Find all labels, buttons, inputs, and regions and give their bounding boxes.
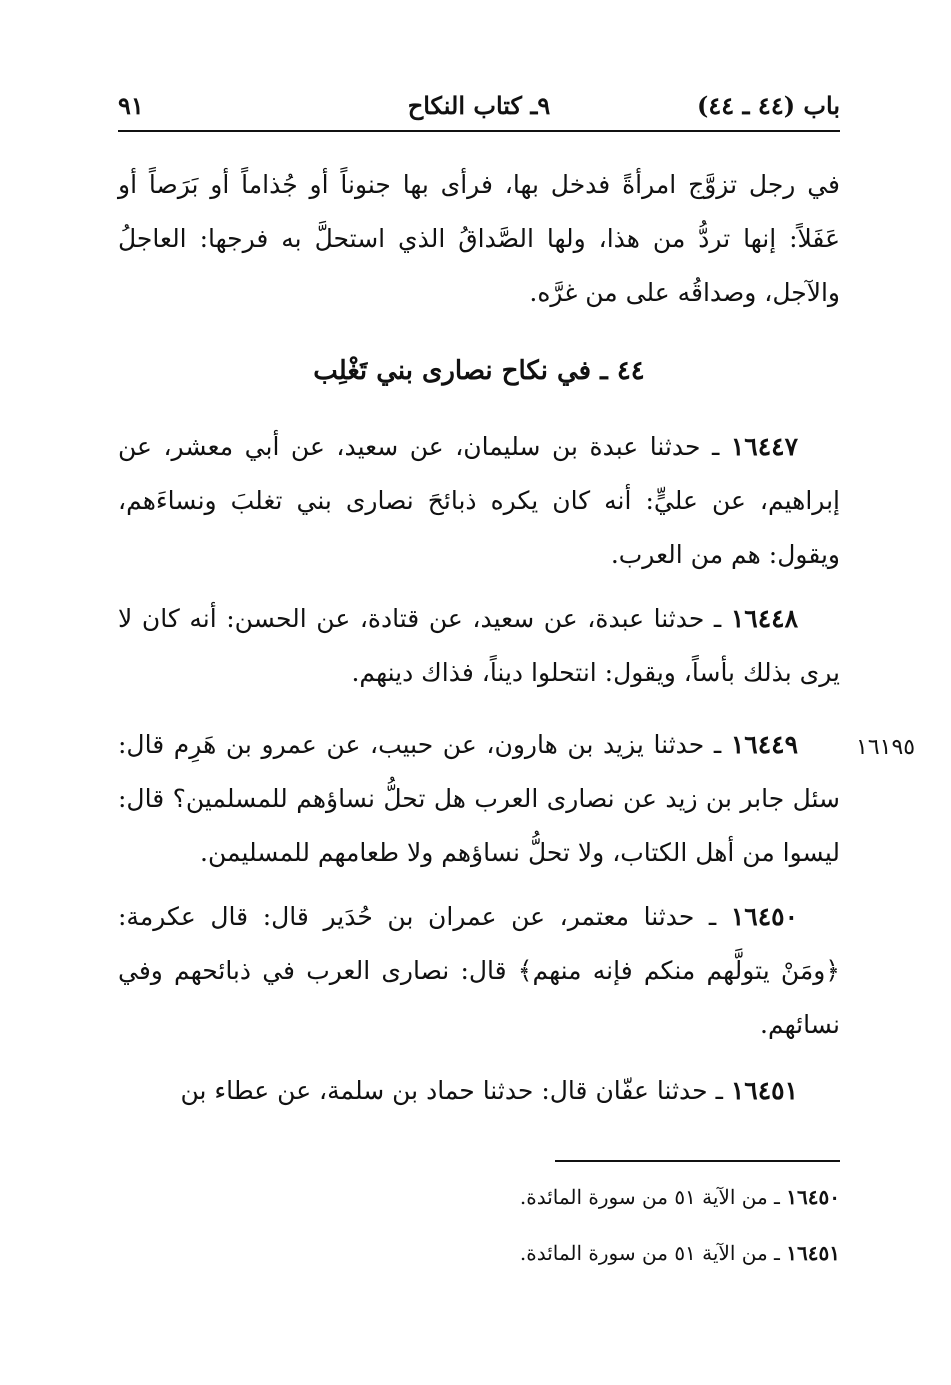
section-title: ٤٤ ـ في نكاح نصارى بني تَغْلِب bbox=[313, 356, 645, 386]
hadith-number: ١٦٤٤٩ bbox=[730, 730, 798, 759]
hadith-text: ـ حدثنا عبدة بن سليمان، عن سعيد، عن أبي معشر، عن إبراهيم، عن عليٍّ: أنه كان يكره ذبائحَ نصارى بني تغلبَ ونساءَهم، ويقول: هم من العرب. bbox=[118, 432, 840, 569]
intro-paragraph: في رجل تزوَّج امرأةً فدخل بها، فرأى بها جنوناً أو جُذاماً أو بَرَصاً أو عَفَلاً: إنها تردُّ من هذا، ولها الصَّداقُ الذي استحلَّ به فرجها: العاجلُ والآجل، وصداقُه على من غرَّه. bbox=[118, 170, 840, 307]
hadith-paragraph bbox=[118, 718, 840, 880]
footnote-rule bbox=[555, 1160, 840, 1162]
hadith-text: ـ حدثنا عبدة، عن سعيد، عن قتادة، عن الحسن: أنه كان لا يرى بذلك بأساً، ويقول: انتحلوا ديناً، فذاك دينهم. bbox=[118, 604, 840, 687]
footnote bbox=[118, 1180, 840, 1214]
hadith-paragraph bbox=[118, 420, 840, 582]
hadith-paragraph bbox=[118, 890, 840, 1052]
hadith-number: ١٦٤٥٠ bbox=[730, 902, 798, 931]
footnote-text: ـ من الآية ٥١ من سورة المائدة. bbox=[519, 1241, 780, 1265]
running-header bbox=[118, 88, 840, 128]
hadith-text: ـ حدثنا يزيد بن هارون، عن حبيب، عن عمرو بن هَرِم قال: سئل جابر بن زيد عن نصارى العرب هل تحلُّ نساؤهم للمسلمين؟ قال: ليسوا من أهل الكتاب، ولا تحلُّ نساؤهم ولا طعامهم للمسليمن. bbox=[118, 730, 840, 867]
chapter-range: باب (٤٤ ـ ٤٤) bbox=[697, 91, 840, 120]
header-rule bbox=[118, 130, 840, 132]
footnote-text: ـ من الآية ٥١ من سورة المائدة. bbox=[519, 1185, 780, 1209]
book-title: ٩ـ كتاب النكاح bbox=[407, 91, 551, 120]
hadith-number: ١٦٤٥١ bbox=[730, 1076, 798, 1105]
hadith-paragraph bbox=[118, 1064, 840, 1118]
footnote-number: ١٦٤٥٠ bbox=[786, 1185, 840, 1209]
footnote-number: ١٦٤٥١ bbox=[786, 1241, 840, 1265]
footnote bbox=[118, 1236, 840, 1270]
hadith-text: ـ حدثنا معتمر، عن عمران بن حُدَير قال: قال عكرمة: ﴿ومَنْ يتولَّهم منكم فإنه منهم﴾ قال: نصارى العرب في ذبائحهم وفي نسائهم. bbox=[118, 902, 840, 1039]
hadith-number: ١٦٤٤٨ bbox=[730, 604, 798, 633]
page-number: ٩١ bbox=[118, 91, 144, 120]
hadith-paragraph bbox=[118, 592, 840, 700]
hadith-number: ١٦٤٤٧ bbox=[730, 432, 798, 461]
hadith-text: ـ حدثنا عفّان قال: حدثنا حماد بن سلمة، عن عطاء بن bbox=[180, 1076, 723, 1105]
margin-reference-number: ١٦١٩٥ bbox=[856, 735, 916, 760]
